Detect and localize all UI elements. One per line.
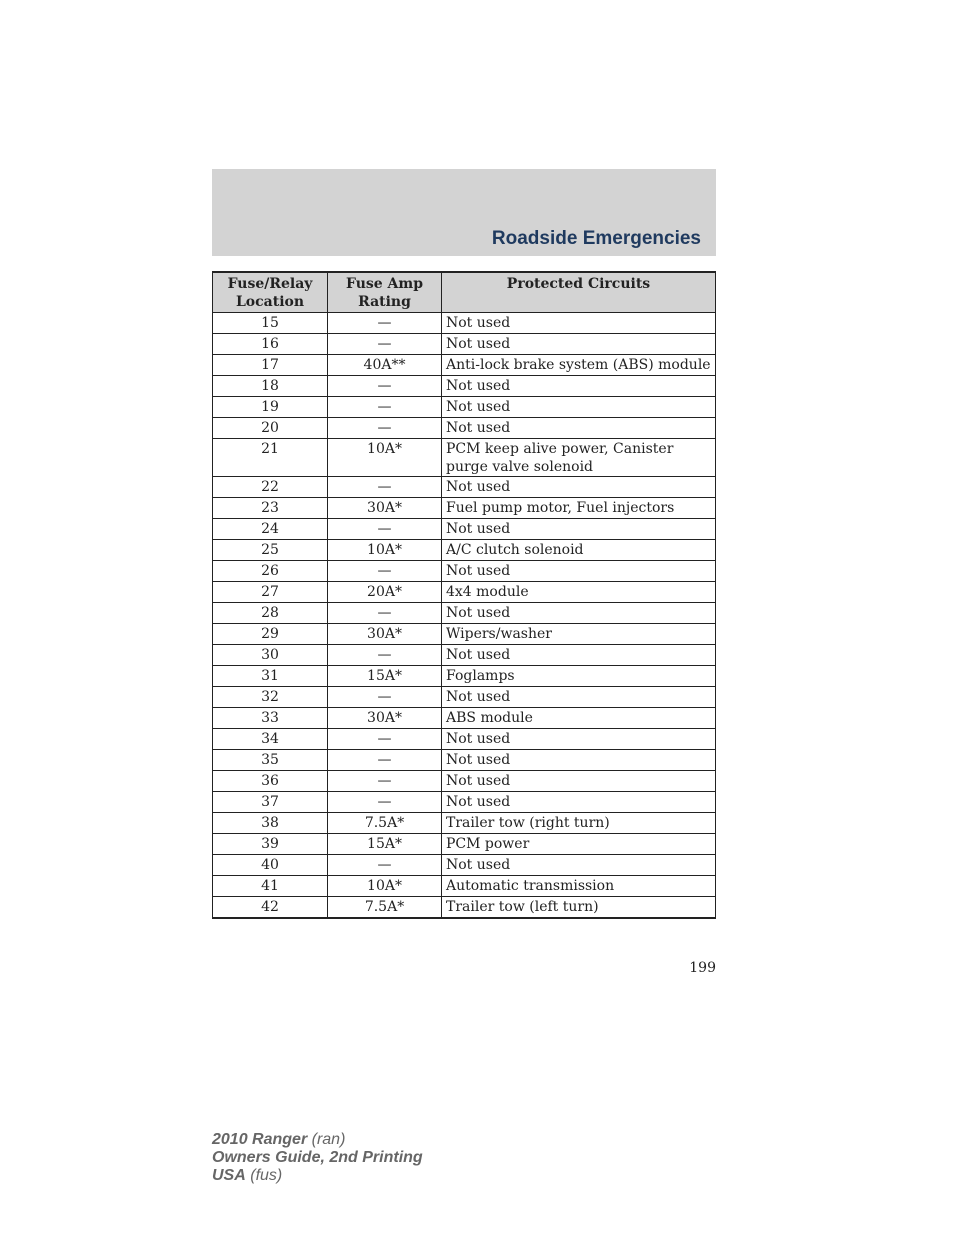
cell-amp-rating: — (328, 334, 442, 355)
cell-location: 33 (213, 708, 328, 729)
cell-protected-circuits: ABS module (442, 708, 716, 729)
cell-location: 28 (213, 603, 328, 624)
cell-amp-rating: — (328, 477, 442, 498)
cell-amp-rating: 40A** (328, 355, 442, 376)
table-row (213, 582, 716, 603)
cell-location: 26 (213, 561, 328, 582)
cell-protected-circuits: Not used (442, 561, 716, 582)
column-header-location: Fuse/Relay Location (213, 272, 328, 313)
cell-amp-rating: 15A* (328, 834, 442, 855)
cell-protected-circuits: Not used (442, 750, 716, 771)
cell-protected-circuits: A/C clutch solenoid (442, 540, 716, 561)
cell-amp-rating: 15A* (328, 666, 442, 687)
cell-protected-circuits: Not used (442, 771, 716, 792)
table-row (213, 418, 716, 439)
cell-amp-rating: 10A* (328, 439, 442, 477)
cell-protected-circuits: Trailer tow (left turn) (442, 897, 716, 919)
table-row (213, 834, 716, 855)
cell-location: 36 (213, 771, 328, 792)
cell-protected-circuits: PCM power (442, 834, 716, 855)
cell-location: 18 (213, 376, 328, 397)
cell-amp-rating: — (328, 376, 442, 397)
cell-amp-rating: 20A* (328, 582, 442, 603)
cell-location: 20 (213, 418, 328, 439)
cell-location: 25 (213, 540, 328, 561)
document-footer (212, 1131, 423, 1185)
cell-location: 19 (213, 397, 328, 418)
cell-protected-circuits: Not used (442, 477, 716, 498)
cell-protected-circuits: 4x4 module (442, 582, 716, 603)
table-body (213, 313, 716, 919)
cell-amp-rating: — (328, 561, 442, 582)
cell-amp-rating: — (328, 687, 442, 708)
cell-protected-circuits: Not used (442, 313, 716, 334)
table-row (213, 771, 716, 792)
cell-amp-rating: — (328, 729, 442, 750)
cell-protected-circuits: Not used (442, 792, 716, 813)
cell-location: 22 (213, 477, 328, 498)
cell-location: 17 (213, 355, 328, 376)
cell-amp-rating: 7.5A* (328, 813, 442, 834)
table-row (213, 897, 716, 919)
cell-protected-circuits: PCM keep alive power, Canister purge valve solenoid (442, 439, 716, 477)
cell-amp-rating: — (328, 313, 442, 334)
table-row (213, 603, 716, 624)
table-row (213, 624, 716, 645)
cell-location: 24 (213, 519, 328, 540)
cell-protected-circuits: Not used (442, 603, 716, 624)
cell-protected-circuits: Fuel pump motor, Fuel injectors (442, 498, 716, 519)
cell-protected-circuits: Not used (442, 645, 716, 666)
cell-location: 41 (213, 876, 328, 897)
footer-line-guide: Owners Guide, 2nd Printing (212, 1149, 423, 1166)
cell-location: 40 (213, 855, 328, 876)
table-row (213, 708, 716, 729)
cell-protected-circuits: Not used (442, 418, 716, 439)
table-row (213, 813, 716, 834)
table-row (213, 855, 716, 876)
cell-amp-rating: 30A* (328, 624, 442, 645)
cell-protected-circuits: Not used (442, 376, 716, 397)
cell-location: 29 (213, 624, 328, 645)
cell-location: 31 (213, 666, 328, 687)
cell-amp-rating: — (328, 750, 442, 771)
cell-protected-circuits: Foglamps (442, 666, 716, 687)
cell-protected-circuits: Not used (442, 334, 716, 355)
cell-amp-rating: — (328, 418, 442, 439)
section-title: Roadside Emergencies (491, 228, 701, 249)
fuse-table (212, 271, 716, 919)
cell-protected-circuits: Anti-lock brake system (ABS) module (442, 355, 716, 376)
table-row (213, 355, 716, 376)
table-row (213, 750, 716, 771)
cell-amp-rating: 30A* (328, 498, 442, 519)
table-header-row (213, 272, 716, 313)
column-header-protected-circuits: Protected Circuits (442, 272, 716, 313)
table-row (213, 540, 716, 561)
column-header-amp-rating: Fuse Amp Rating (328, 272, 442, 313)
cell-protected-circuits: Not used (442, 519, 716, 540)
table-row (213, 498, 716, 519)
cell-location: 32 (213, 687, 328, 708)
page-number: 199 (689, 960, 716, 976)
cell-protected-circuits: Trailer tow (right turn) (442, 813, 716, 834)
table-row (213, 313, 716, 334)
table-row (213, 439, 716, 477)
table-row (213, 376, 716, 397)
cell-amp-rating: — (328, 771, 442, 792)
table-row (213, 876, 716, 897)
cell-protected-circuits: Wipers/washer (442, 624, 716, 645)
cell-amp-rating: — (328, 519, 442, 540)
cell-location: 37 (213, 792, 328, 813)
cell-location: 39 (213, 834, 328, 855)
cell-amp-rating: 7.5A* (328, 897, 442, 919)
table-row (213, 729, 716, 750)
table-row (213, 477, 716, 498)
cell-amp-rating: — (328, 397, 442, 418)
cell-location: 34 (213, 729, 328, 750)
cell-amp-rating: — (328, 603, 442, 624)
cell-location: 16 (213, 334, 328, 355)
footer-line-model: 2010 Ranger (ran) (212, 1131, 346, 1148)
table-row (213, 666, 716, 687)
cell-amp-rating: — (328, 792, 442, 813)
table-row (213, 561, 716, 582)
cell-location: 35 (213, 750, 328, 771)
table-row (213, 334, 716, 355)
table-row (213, 519, 716, 540)
cell-protected-circuits: Automatic transmission (442, 876, 716, 897)
cell-protected-circuits: Not used (442, 687, 716, 708)
footer-line-region: USA (fus) (212, 1167, 283, 1184)
cell-protected-circuits: Not used (442, 855, 716, 876)
cell-location: 21 (213, 439, 328, 477)
cell-location: 30 (213, 645, 328, 666)
table-row (213, 397, 716, 418)
cell-location: 38 (213, 813, 328, 834)
table-row (213, 645, 716, 666)
cell-protected-circuits: Not used (442, 729, 716, 750)
cell-location: 23 (213, 498, 328, 519)
cell-protected-circuits: Not used (442, 397, 716, 418)
cell-amp-rating: 10A* (328, 540, 442, 561)
cell-amp-rating: 10A* (328, 876, 442, 897)
section-header-band (212, 169, 716, 256)
cell-location: 15 (213, 313, 328, 334)
cell-amp-rating: — (328, 855, 442, 876)
cell-amp-rating: 30A* (328, 708, 442, 729)
cell-location: 27 (213, 582, 328, 603)
cell-amp-rating: — (328, 645, 442, 666)
table-row (213, 792, 716, 813)
table-row (213, 687, 716, 708)
cell-location: 42 (213, 897, 328, 919)
